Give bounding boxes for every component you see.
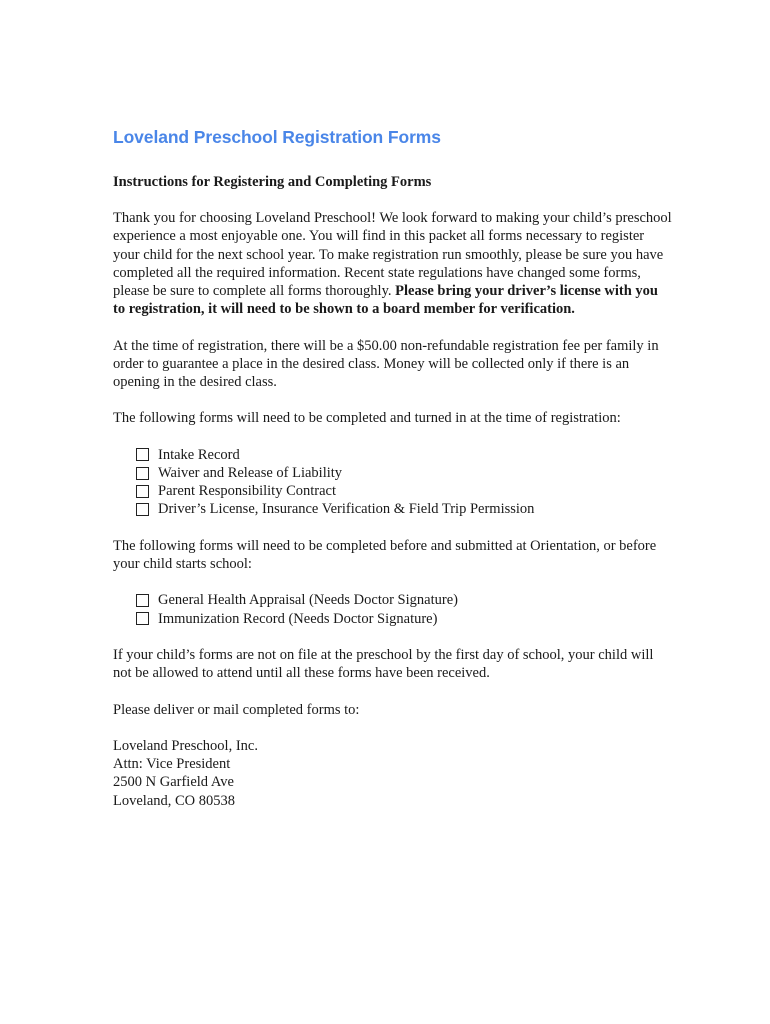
address-line: Loveland Preschool, Inc. <box>113 737 258 754</box>
checklist-item-label: Waiver and Release of Liability <box>158 465 343 481</box>
address-line: 2500 N Garfield Ave <box>113 774 234 791</box>
checkbox-icon[interactable] <box>136 485 149 498</box>
checklist-item <box>136 591 673 609</box>
checklist-item-label: Driver’s License, Insurance Verification & Field Trip Permission <box>158 501 535 518</box>
checklist-item <box>136 500 673 518</box>
checkbox-icon[interactable] <box>136 503 149 516</box>
fee-paragraph: At the time of registration, there will be a $50.00 non-refundable registration fee per family in order to guarantee a place in the desired class. Money will be collected only if there is an opening in the desired class. <box>113 337 659 391</box>
checklist-item <box>136 446 673 464</box>
registration-forms-checklist <box>136 446 673 519</box>
intro-bold-text: Please bring your driver’s license with you to registration, it will need to be shown to a board member for verification. <box>113 283 658 318</box>
orientation-forms-intro: The following forms will need to be completed before and submitted at Orientation, or before your child starts school: <box>113 537 657 572</box>
instructions-heading: Instructions for Registering and Completing Forms <box>113 174 432 190</box>
registration-forms-intro: The following forms will need to be completed and turned in at the time of registration: <box>113 410 621 427</box>
warning-paragraph: If your child’s forms are not on file at the preschool by the first day of school, your child will not be allowed to attend until all these forms have been received. <box>113 646 654 682</box>
address-line: Attn: Vice President <box>113 756 231 773</box>
checkbox-icon[interactable] <box>136 594 149 607</box>
document-title: Loveland Preschool Registration Forms <box>113 127 441 147</box>
checklist-item-label: General Health Appraisal (Needs Doctor Signature) <box>158 592 458 609</box>
checkbox-icon[interactable] <box>136 467 149 480</box>
intro-paragraph <box>113 209 673 318</box>
checklist-item-label: Intake Record <box>158 446 240 463</box>
checklist-item-label: Parent Responsibility Contract <box>158 483 337 500</box>
document-page <box>113 124 673 810</box>
checkbox-icon[interactable] <box>136 448 149 461</box>
checkbox-icon[interactable] <box>136 612 149 625</box>
checklist-item <box>136 464 673 482</box>
orientation-forms-checklist <box>136 591 673 627</box>
deliver-paragraph: Please deliver or mail completed forms to: <box>113 701 360 718</box>
address-line: Loveland, CO 80538 <box>113 792 236 809</box>
checklist-item <box>136 610 673 628</box>
checklist-item-label: Immunization Record (Needs Doctor Signature) <box>158 610 438 627</box>
intro-text: Thank you for choosing Loveland Preschool! We look forward to making your child’s preschool experience a most enjoyable one. You will find in this packet all forms necessary to register your child for the next school year. To make registration run smoothly, please be sure you have completed all the required information. Recent state regulations have changed some forms, please be sure to complete all forms thoroughly. <box>113 210 672 300</box>
mailing-address <box>113 737 673 810</box>
checklist-item <box>136 482 673 500</box>
